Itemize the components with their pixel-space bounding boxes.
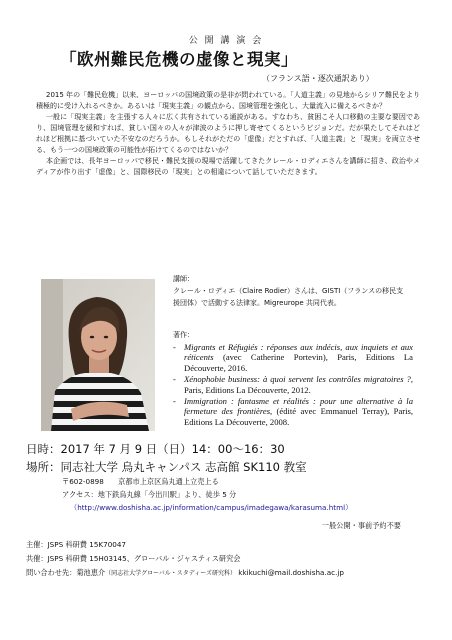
event-type-heading: 公 開 講 演 会 (188, 36, 264, 46)
list-dash: - (173, 396, 176, 407)
speaker-label: 講師： (173, 275, 194, 283)
publication-details: , (édité avec Emmanuel Terray), Paris, Editions La Découverte, 2008. (184, 406, 413, 427)
date-label: 日時： (26, 442, 61, 456)
campus-map-link[interactable]: （http://www.doshisha.ac.jp/information/campus/imadegawa/karasuma.html） (70, 503, 353, 512)
host-line: 主催：JSPS 科研費 15K70047 (26, 540, 126, 549)
cohost-line: 共催：JSPS 科研費 15H03145、グローバル・ジャスティス研究会 (26, 554, 241, 563)
venue-value: 同志社大学 烏丸キャンパス 志高館 SK110 教室 (60, 460, 307, 474)
speaker-section (173, 274, 409, 309)
speaker-bio: クレール・ロディエ（Claire Rodier）さんは、GISTI（フランスの移民支援団体）で活動する法律家。Migreurope 共同代表。 (173, 286, 404, 307)
publications-list (173, 342, 413, 428)
publication-details: (avec Catherine Portevin), Paris, Editions La Découverte, 2016. (184, 352, 413, 373)
access-directions: アクセス：地下鉄烏丸線「今出川駅」より、徒歩 5 分 (62, 490, 237, 499)
list-dash: - (173, 342, 176, 352)
venue-label: 場所： (26, 460, 61, 474)
speaker-photo (41, 279, 155, 431)
publication-title: Xénophobie business: à quoi servent les contrôles migratoires ? (184, 374, 411, 385)
lecture-title: 「欧州難民危機の虚像と現実」 (60, 50, 298, 69)
intro-paragraph-1: 2015 年の「難民危機」以来、ヨーロッパの国境政策の是非が問われている。「人道主義」の見地からシリア難民をより積極的に受け入れるべきか。あるいは「現実主義」の観点から、国境管理を強化し、大量流入に備えるべきか？ (36, 91, 420, 110)
contact-label: 問い合わせ先：菊池恵介 (26, 568, 106, 577)
event-venue (26, 459, 307, 475)
publication-details: , Paris, Editions La Découverte, 2012. (184, 374, 413, 395)
interpretation-note: （フランス語・逐次通訳あり） (262, 74, 374, 83)
contact-line (26, 568, 344, 578)
admission-note: 一般公開・事前予約不要 (321, 521, 401, 530)
publication-item (173, 396, 413, 427)
date-value: 2017 年 7 月 9 日（日）14：00～16：30 (60, 442, 285, 456)
intro-paragraph-3: 本企画では、長年ヨーロッパで移民・難民支援の現場で活躍してきたクレール・ロディエさんを講師に招き、政治やメディアが作り出す「虚像」と、国際移民の「現実」との相違について話していただきます。 (36, 157, 420, 176)
event-date (26, 441, 285, 457)
venue-address: 〒602-0898 京都市上京区烏丸通上立売上る (62, 477, 219, 486)
intro-text (36, 90, 420, 179)
publication-item (173, 342, 413, 373)
intro-paragraph-2: 一般に「現実主義」を主張する人々に広く共有されている通説がある。すなわち、貧困こそ人口移動の主要な要因であり、国境管理を緩和すれば、貧しい国々の人々が津波のように押し寄せてくるというビジョンだ。だが果たしてそれはどれほど根拠に基づいていた不安なのだろうか。もしそれがただの「虚像」だとすれば、「人道主義」と「現実」を両立させる、もう一つの国境政策の可能性が拓けてくるのではないか？ (36, 113, 420, 154)
publications-label: 著作： (173, 331, 194, 339)
speaker-portrait-illustration (41, 279, 155, 431)
list-dash: - (173, 374, 176, 385)
contact-email[interactable]: kkikuchi@mail.doshisha.ac.jp (238, 568, 344, 577)
publication-title: Migrants et Réfugiés : réponses aux indécis, aux inquiets et aux réticents (184, 342, 413, 363)
publication-title: Immigration : fantasme et réalités : pour une alternative à la fermeture des frontières (184, 396, 413, 417)
publication-item (173, 374, 413, 395)
contact-affiliation: （同志社大学グローバル・スタディーズ研究科） (105, 570, 236, 577)
